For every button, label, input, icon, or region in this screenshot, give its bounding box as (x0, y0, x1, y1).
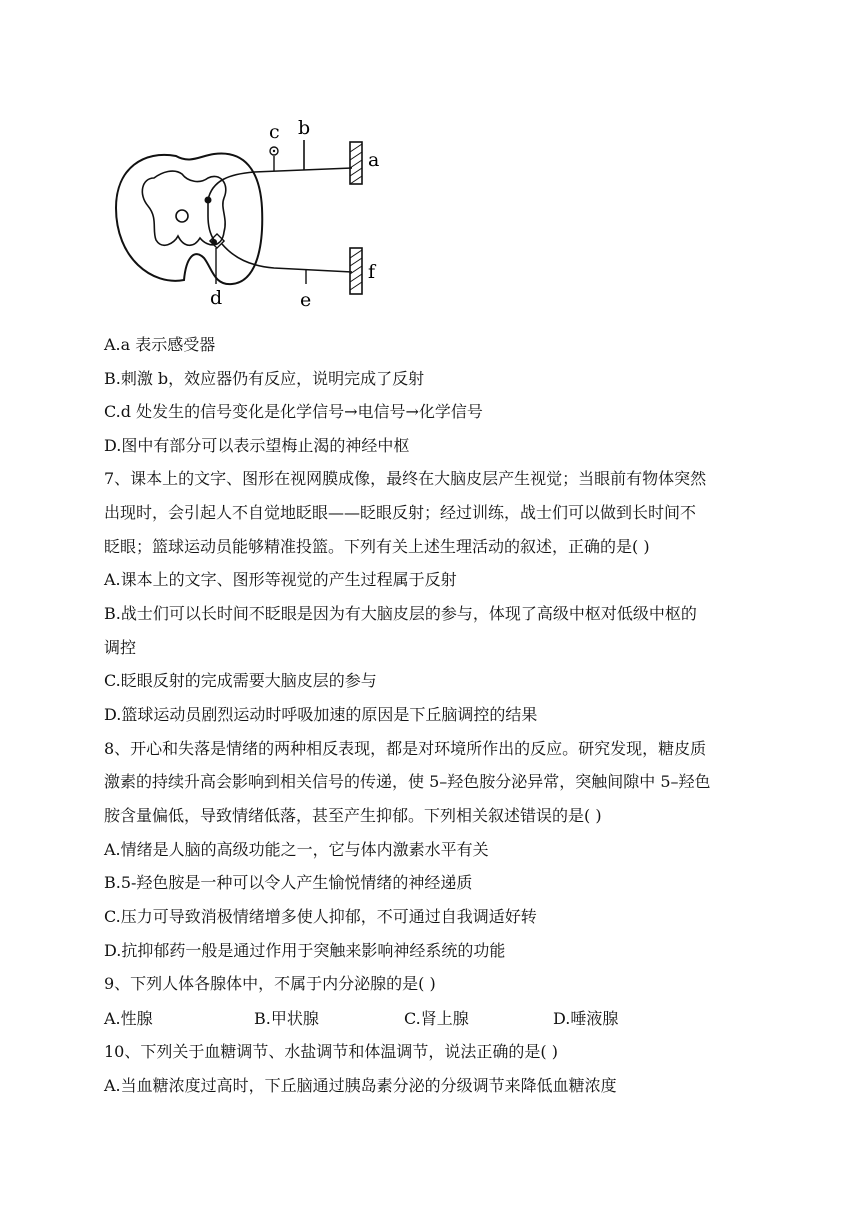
q7-option-d: D.篮球运动员剧烈运动时呼吸加速的原因是下丘脑调控的结果 (104, 705, 538, 724)
q9-options-row (104, 1008, 744, 1030)
neuron-cell-body-lower (211, 239, 217, 245)
q6-option-d: D.图中有部分可以表示望梅止渴的神经中枢 (104, 436, 410, 455)
q7-stem-line-1: 7、课本上的文字、图形在视网膜成像，最终在大脑皮层产生视觉；当眼前有物体突然 (104, 469, 707, 488)
q8-stem-line-3: 胺含量偏低，导致情绪低落，甚至产生抑郁。下列相关叙述错误的是( ) (104, 806, 602, 825)
q6-option-a: A.a 表示感受器 (104, 335, 216, 354)
receptor-a-block (350, 142, 362, 184)
effector-f-block (350, 248, 362, 294)
label-e: e (300, 289, 312, 311)
q9-option-b: B.甲状腺 (254, 1009, 319, 1028)
q9-option-c: C.肾上腺 (404, 1009, 469, 1028)
q7-stem-line-2: 出现时，会引起人不自觉地眨眼——眨眼反射；经过训练，战士们可以做到长时间不 (104, 503, 697, 522)
q6-option-b: B.刺激 b，效应器仍有反应，说明完成了反射 (104, 369, 425, 388)
q8-option-c: C.压力可导致消极情绪增多使人抑郁，不可通过自我调适好转 (104, 907, 537, 926)
label-f: f (368, 261, 376, 283)
q7-option-a: A.课本上的文字、图形等视觉的产生过程属于反射 (104, 570, 457, 589)
q7-option-c: C.眨眼反射的完成需要大脑皮层的参与 (104, 671, 377, 690)
q8-stem-line-1: 8、开心和失落是情绪的两种相反表现，都是对环境所作出的反应。研究发现，糖皮质 (104, 739, 707, 758)
reflex-arc-diagram (104, 108, 404, 314)
nerve-fiber-upper (208, 168, 352, 200)
label-c: c (269, 121, 280, 143)
q6-option-c: C.d 处发生的信号变化是化学信号→电信号→化学信号 (104, 402, 483, 421)
q10-option-a: A.当血糖浓度过高时，下丘脑通过胰岛素分泌的分级调节来降低血糖浓度 (104, 1076, 617, 1095)
label-b: b (298, 117, 311, 139)
reflex-arc-figure (104, 108, 404, 314)
q9-option-d: D.唾液腺 (553, 1009, 619, 1028)
label-a: a (368, 149, 380, 171)
q10-stem: 10、下列关于血糖调节、水盐调节和体温调节，说法正确的是( ) (104, 1042, 558, 1061)
q9-option-a: A.性腺 (104, 1009, 153, 1028)
electrode-c-dot (273, 150, 275, 152)
q8-option-a: A.情绪是人脑的高级功能之一，它与体内激素水平有关 (104, 840, 489, 859)
neuron-cell-body-upper (205, 197, 212, 204)
nerve-fiber-lower (222, 244, 352, 272)
q8-option-d: D.抗抑郁药一般是通过作用于突触来影响神经系统的功能 (104, 941, 506, 960)
central-canal (176, 210, 188, 222)
q8-option-b: B.5-羟色胺是一种可以令人产生愉悦情绪的神经递质 (104, 873, 473, 892)
q9-stem: 9、下列人体各腺体中，不属于内分泌腺的是( ) (104, 974, 436, 993)
q7-option-b-line-1: B.战士们可以长时间不眨眼是因为有大脑皮层的参与，体现了高级中枢对低级中枢的 (104, 604, 697, 623)
interneuron (208, 200, 214, 240)
label-d: d (210, 287, 223, 309)
q7-stem-line-3: 眨眼；篮球运动员能够精准投篮。下列有关上述生理活动的叙述，正确的是( ) (104, 537, 650, 556)
gray-matter-outline (142, 171, 225, 245)
q8-stem-line-2: 激素的持续升高会影响到相关信号的传递，使 5–羟色胺分泌异常，突触间隙中 5–羟色 (104, 772, 711, 791)
q7-option-b-line-2: 调控 (104, 638, 137, 657)
